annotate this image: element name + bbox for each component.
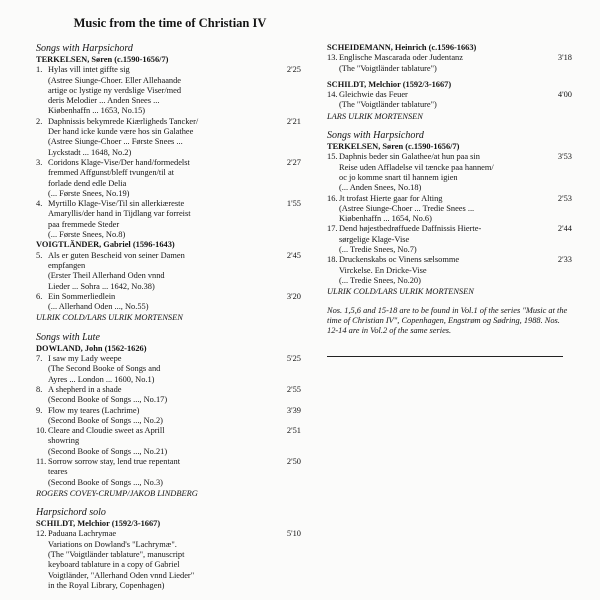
- track-number: 7.: [36, 354, 43, 364]
- track-row: [36, 117, 301, 158]
- track-number: 10.: [36, 426, 47, 436]
- composer-heading: SCHILDT, Melchior (1592/3-1667): [36, 519, 161, 529]
- track-number: 4.: [36, 199, 43, 209]
- section-block: [36, 43, 301, 324]
- section-title: Songs with Harpsichord: [327, 130, 424, 142]
- track-row: [327, 90, 572, 111]
- track-row: [327, 152, 572, 193]
- track-number: 9.: [36, 405, 43, 415]
- track-duration: 3'39: [286, 405, 301, 415]
- track-number: 5.: [36, 250, 43, 260]
- track-number: 2.: [36, 116, 43, 126]
- track-row: [327, 255, 572, 286]
- track-description: Flow my teares (Lachrime) (Second Booke of Songs ..., No.2): [48, 405, 163, 425]
- track-number: 18.: [327, 255, 338, 265]
- track-duration: 4'00: [557, 90, 572, 100]
- track-description: Cleare and Cloudie sweet as Aprill showring (Second Booke of Songs ..., No.21): [48, 426, 168, 456]
- section-block: [36, 507, 301, 591]
- right-column: [327, 43, 572, 336]
- track-row: [36, 292, 301, 313]
- track-row: [36, 251, 301, 292]
- track-duration: 2'53: [557, 193, 572, 203]
- track-description: Daphnissis bekymrede Kiærligheds Tancker/ Der hand icke kunde være hos sin Galathee (Astree Siunge-Choer ... Første Snees ... Lyckstadt ... 1648, No.2): [48, 116, 199, 157]
- track-description: Paduana Lachrymae Variations on Dowland's "Lachrymæ". (The "Voigtländer tablature", manuscript keyboard tablature in a copy of Gabriel Voigtländer, "Allerhand Oden vnnd Lieder" in the Royal Library, Copenhagen): [48, 529, 195, 590]
- track-duration: 1'55: [286, 199, 301, 209]
- performers-credit: ULRIK COLD/LARS ULRIK MORTENSEN: [36, 313, 183, 323]
- track-description: Ein Sommerliedlein (... Allerhand Oden ..., No.55): [48, 291, 149, 312]
- track-duration: 2'27: [286, 157, 301, 167]
- track-number: 16.: [327, 193, 338, 203]
- track-row: [36, 457, 301, 488]
- track-number: 8.: [36, 384, 43, 394]
- track-number: 13.: [327, 53, 338, 63]
- track-description: Als er guten Bescheid von seiner Damen empfangen (Erster Theil Allerhand Oden vnnd Lieder ... Sohra ... 1642, No.38): [48, 250, 185, 291]
- track-row: [36, 354, 301, 385]
- track-number: 6.: [36, 291, 43, 301]
- composer-heading: TERKELSEN, Søren (c.1590-1656/7): [327, 142, 460, 152]
- section-title: Songs with Harpsichord: [36, 43, 133, 54]
- track-number: 12.: [36, 529, 47, 539]
- composer-heading: DOWLAND, John (1562-1626): [36, 343, 147, 353]
- track-duration: 2'25: [286, 65, 301, 75]
- track-description: Daphnis beder sin Galathee/at hun paa sin Reise uden Affladelse vil tæncke paa hannem/ oc jo komme snart til hannem igien (... Anden Snees, No.18): [339, 152, 494, 193]
- composer-heading: SCHILDT, Melchior (1592/3-1667): [327, 79, 452, 89]
- track-row: [36, 158, 301, 199]
- track-row: [36, 529, 301, 591]
- track-number: 15.: [327, 152, 338, 162]
- page-title: Music from the time of Christian IV: [73, 16, 267, 30]
- track-duration: 3'18: [557, 53, 572, 63]
- track-duration: 2'45: [286, 250, 301, 260]
- track-row: [36, 65, 301, 116]
- track-description: A shepherd in a shade (Second Booke of Songs ..., No.17): [48, 384, 168, 405]
- performers-credit: LARS ULRIK MORTENSEN: [327, 111, 423, 121]
- performers-credit: ULRIK COLD/LARS ULRIK MORTENSEN: [327, 287, 474, 297]
- track-row: [36, 385, 301, 406]
- track-description: Myrtillo Klage-Vise/Til sin allerkiæreste Amaryllis/der hand in Tijdlang var forreist paa fremmede Steder (... Første Snees, No.8): [48, 199, 191, 240]
- composer-heading: TERKELSEN, Søren (c.1590-1656/7): [36, 55, 169, 64]
- track-description: Englische Mascarada oder Judentanz (The "Voigtländer tablature"): [339, 53, 463, 73]
- section-title: Songs with Lute: [36, 331, 100, 343]
- footnote: Nos. 1,5,6 and 15-18 are to be found in Vol.1 of the series "Music at the time of Christian IV", Copenhagen, Engstrøm og Sødring, 1988. Nos. 12-14 are in Vol.2 of the same series.: [327, 305, 568, 336]
- performers-credit: ROGERS COVEY-CRUMP/JAKOB LINDBERG: [36, 488, 198, 498]
- track-description: Jt trofast Hierte gaar for Alting (Astree Siunge-Choer ... Tredie Snees ... Kiøbenhaffn ... 1654, No.6): [339, 193, 475, 224]
- track-row: [327, 53, 572, 74]
- track-number: 3.: [36, 157, 43, 167]
- track-duration: 3'20: [286, 291, 301, 301]
- track-description: Coridons Klage-Vise/Der hand/formedelst fremmed Affgunst/bleff tvungen/til at forlade dend edle Delia (... Første Snees, No.19): [48, 157, 190, 198]
- track-row: [327, 224, 572, 255]
- track-duration: 3'53: [557, 152, 572, 162]
- track-duration: 2'55: [286, 384, 301, 394]
- track-row: [36, 406, 301, 427]
- track-number: 11.: [36, 456, 47, 466]
- left-column: [36, 43, 301, 591]
- track-duration: 5'10: [286, 529, 301, 539]
- track-description: Druckenskabs oc Vinens sælsomme Virckelse. En Dricke-Vise (... Tredie Snees, No.20): [339, 255, 460, 285]
- section-title: Harpsichord solo: [36, 507, 106, 519]
- track-duration: 2'21: [286, 116, 301, 126]
- divider-rule: [327, 356, 563, 357]
- track-row: [36, 426, 301, 457]
- track-duration: 2'50: [286, 456, 301, 466]
- track-duration: 2'44: [557, 224, 572, 234]
- track-description: Hylas vill intet giffte sig (Astree Siunge-Choer. Eller Allehaande artige oc lystige ny verdslige Viser/med deris Melodier ... Anden Snees ... Kiøbenhaffn ... 1653, No.15): [48, 65, 182, 116]
- track-row: [327, 194, 572, 225]
- section-block: [327, 130, 572, 297]
- section-block: [36, 332, 301, 499]
- track-description: Gleichwie das Feuer (The "Voigtländer tablature"): [339, 90, 437, 110]
- track-duration: 2'51: [286, 426, 301, 436]
- composer-heading: SCHEIDEMANN, Heinrich (c.1596-1663): [327, 43, 477, 52]
- track-description: Sorrow sorrow stay, lend true repentant teares (Second Booke of Songs ..., No.3): [48, 456, 181, 487]
- track-duration: 2'33: [557, 255, 572, 265]
- track-number: 17.: [327, 224, 338, 234]
- section-block: [327, 43, 572, 122]
- track-number: 14.: [327, 90, 338, 100]
- track-description: I saw my Lady weepe (The Second Booke of Songs and Ayres ... London ... 1600, No.1): [48, 354, 161, 384]
- composer-heading: VOIGTLÄNDER, Gabriel (1596-1643): [36, 240, 175, 250]
- track-duration: 5'25: [286, 354, 301, 364]
- track-row: [36, 199, 301, 240]
- track-description: Dend højestbedrøffuede Daffnissis Hierte- sørgelige Klage-Vise (... Tredie Snees, No.7): [339, 224, 482, 255]
- track-number: 1.: [36, 65, 43, 75]
